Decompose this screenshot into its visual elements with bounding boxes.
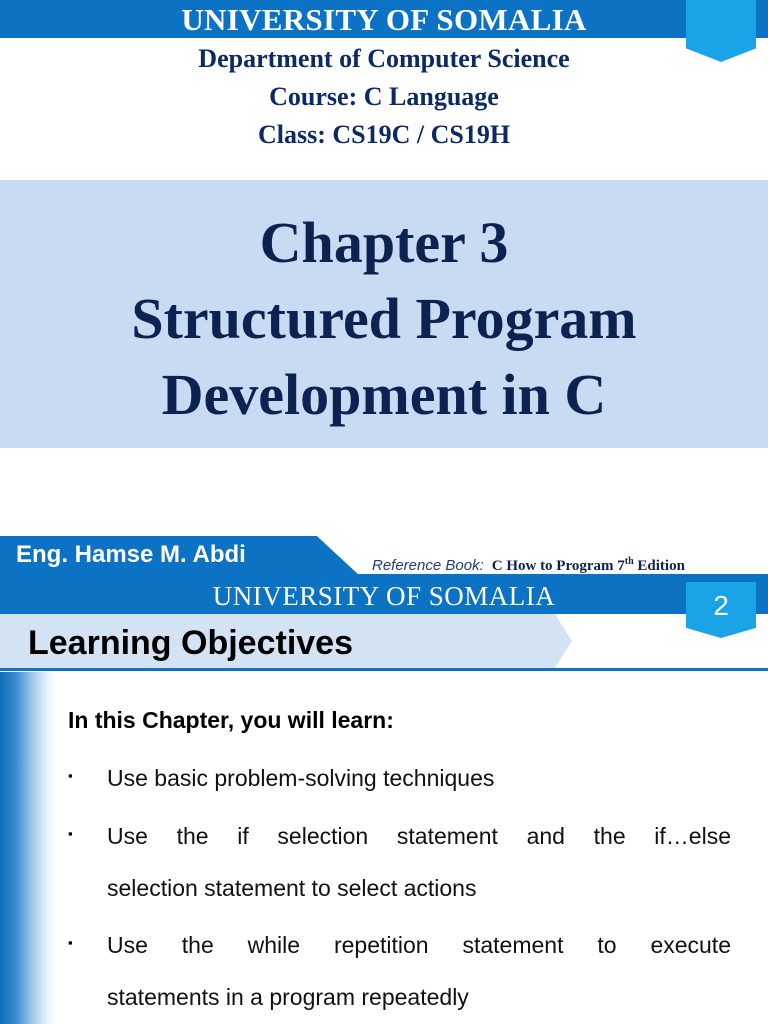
class-text: Class: CS19C / CS19H: [257, 120, 511, 149]
bullet-1-line-1: Use basic problem-solving techniques: [107, 765, 495, 791]
bullet-marker: ▪: [68, 935, 73, 950]
bullet-3-line-1: Use the while repetition statement to execute: [107, 932, 731, 958]
chapter-title-line-1: Structured Program: [131, 286, 637, 351]
university-title: UNIVERSITY OF SOMALIA: [181, 2, 587, 37]
reference-label: Reference Book:: [372, 557, 484, 574]
bullet-2-line-2: selection statement to select actions: [107, 875, 477, 901]
chapter-title-line-2: Development in C: [161, 362, 607, 427]
reference-title-text: C How to Program 7: [491, 558, 625, 574]
course-text: Course: C Language: [269, 82, 499, 111]
bullet-item-3: [107, 919, 731, 1023]
chapter-number: Chapter 3: [259, 210, 509, 275]
page-number: 2: [713, 590, 729, 621]
department-text: Department of Computer Science: [198, 44, 570, 73]
bullet-item-2: [107, 810, 731, 914]
divider-line: [0, 668, 768, 671]
section-heading: Learning Objectives: [28, 624, 353, 662]
bullet-item-1: [107, 752, 731, 804]
bullet-2-line-1: Use the if selection statement and the if…else: [107, 823, 731, 849]
reference-sup: th: [624, 556, 634, 567]
reference-title: [492, 558, 685, 574]
university-footer-title: UNIVERSITY OF SOMALIA: [212, 581, 556, 611]
author-banner: [0, 536, 768, 576]
reference-book: [372, 552, 685, 576]
bullet-marker: ▪: [68, 768, 73, 783]
bullet-3-line-2: statements in a program repeatedly: [107, 984, 469, 1010]
author-name: Eng. Hamse M. Abdi: [16, 541, 246, 568]
side-gradient-stripe: [0, 672, 56, 1024]
reference-suffix: Edition: [633, 558, 685, 574]
intro-text: In this Chapter, you will learn:: [68, 707, 394, 733]
bullet-marker: ▪: [68, 826, 73, 841]
